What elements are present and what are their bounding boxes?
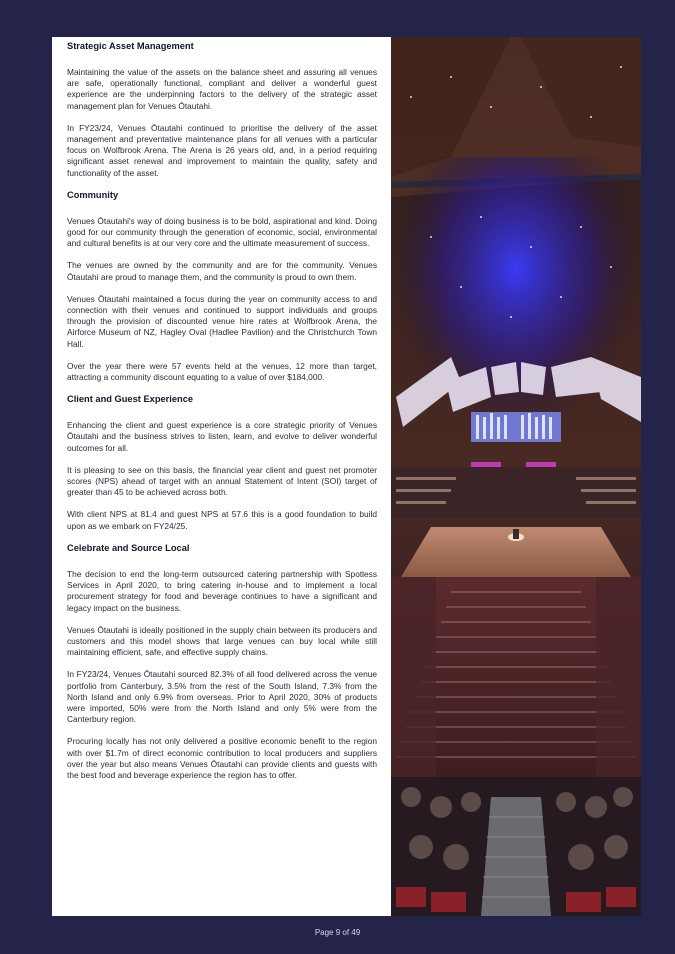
section-celebrate-source-local <box>67 543 377 781</box>
paragraph: Enhancing the client and guest experience is a core strategic priority of Venues Ōtautahi and the business strives to listen, learn, and evolve to deliver wonderful outcomes for all. <box>67 420 377 453</box>
paragraph: In FY23/24, Venues Ōtautahi continued to prioritise the delivery of the asset management and preventative maintenance plans for all venues with a particular focus on Wolfbrook Arena. The Arena is 26 years old, and, in a period requiring significant asset renewal and improvement to maintain the quality, safety and functionality of the asset. <box>67 122 377 178</box>
page-footer: Page 9 of 49 <box>314 928 361 937</box>
paragraph: Venues Ōtautahi's way of doing business is to be bold, aspirational and kind. Doing good for our community through the generation of economic, social, environmental and cultural benefits is at our very core and the ultimate measurement of success. <box>67 215 377 249</box>
section-community <box>67 190 377 383</box>
paragraph: In FY23/24, Venues Ōtautahi sourced 82.3% of all food delivered across the venue portfolio from Canterbury, 3.5% from the rest of the South Island, 7.3% from the North Island and only 6.9% from overseas. Prior to April 2020, 30% of products were imported, 50% were from the North Island and only 5% were from the Canterbury region. <box>67 669 377 725</box>
concert-hall-illustration <box>391 37 641 916</box>
section-heading: Community <box>67 189 119 200</box>
concert-hall-photo <box>391 37 641 916</box>
section-heading: Celebrate and Source Local <box>67 542 190 553</box>
paragraph: Venues Ōtautahi maintained a focus during the year on community access to and connection with their venues and continued to support individuals and groups through the provision of discounted venue hire rates at Wolfbrook Arena, the Airforce Museum of NZ, Hagley Oval (Hadlee Pavilion) and the Christchurch Town Hall. <box>67 293 377 349</box>
paragraph: The decision to end the long-term outsourced catering partnership with Spotless Services in April 2020, to bring catering in-house and to implement a local procurement strategy for food and beverage continues to have a significant and legacy impact on the business. <box>67 568 377 613</box>
section-heading: Strategic Asset Management <box>67 41 194 51</box>
paragraph: Maintaining the value of the assets on the balance sheet and assuring all venues are safe, operationally functional, compliant and deliver a wonderful guest experience are the underpinning factors to the delivery of the strategic asset management plan for Venues Ōtautahi. <box>67 67 377 111</box>
section-client-guest-experience <box>67 394 377 532</box>
paragraph: Over the year there were 57 events held at the venues, 12 more than target, attracting a community discount equating to a value of over $184,000. <box>67 360 377 383</box>
paragraph: The venues are owned by the community and are for the community. Venues Ōtautahi are proud to manage them, and the community is proud to own them. <box>67 260 377 282</box>
section-strategic-asset-management <box>67 41 377 179</box>
page-sheet <box>52 37 391 916</box>
paragraph: Venues Ōtautahi is ideally positioned in the supply chain between its producers and customers and this model shows that large venues can buy local while still maintaining efficient, safe, and effective supply chains. <box>67 624 377 658</box>
paragraph: Procuring locally has not only delivered a positive economic benefit to the region with over $1.7m of direct economic contribution to local producers and suppliers over the year but also means Venues Ōtautahi can provide clients and guests with the best food and beverage experience the region has to offer. <box>67 736 377 780</box>
text-column <box>67 41 377 792</box>
section-heading: Client and Guest Experience <box>67 394 194 405</box>
paragraph: With client NPS at 81.4 and guest NPS at 57.6 this is a good foundation to build upon as we embark on FY24/25. <box>67 509 377 531</box>
paragraph: It is pleasing to see on this basis, the financial year client and guest net promoter scores (NPS) ahead of target with an annual Statement of Intent (SOI) target of greater than 45 to be achieved across both. <box>67 464 377 498</box>
